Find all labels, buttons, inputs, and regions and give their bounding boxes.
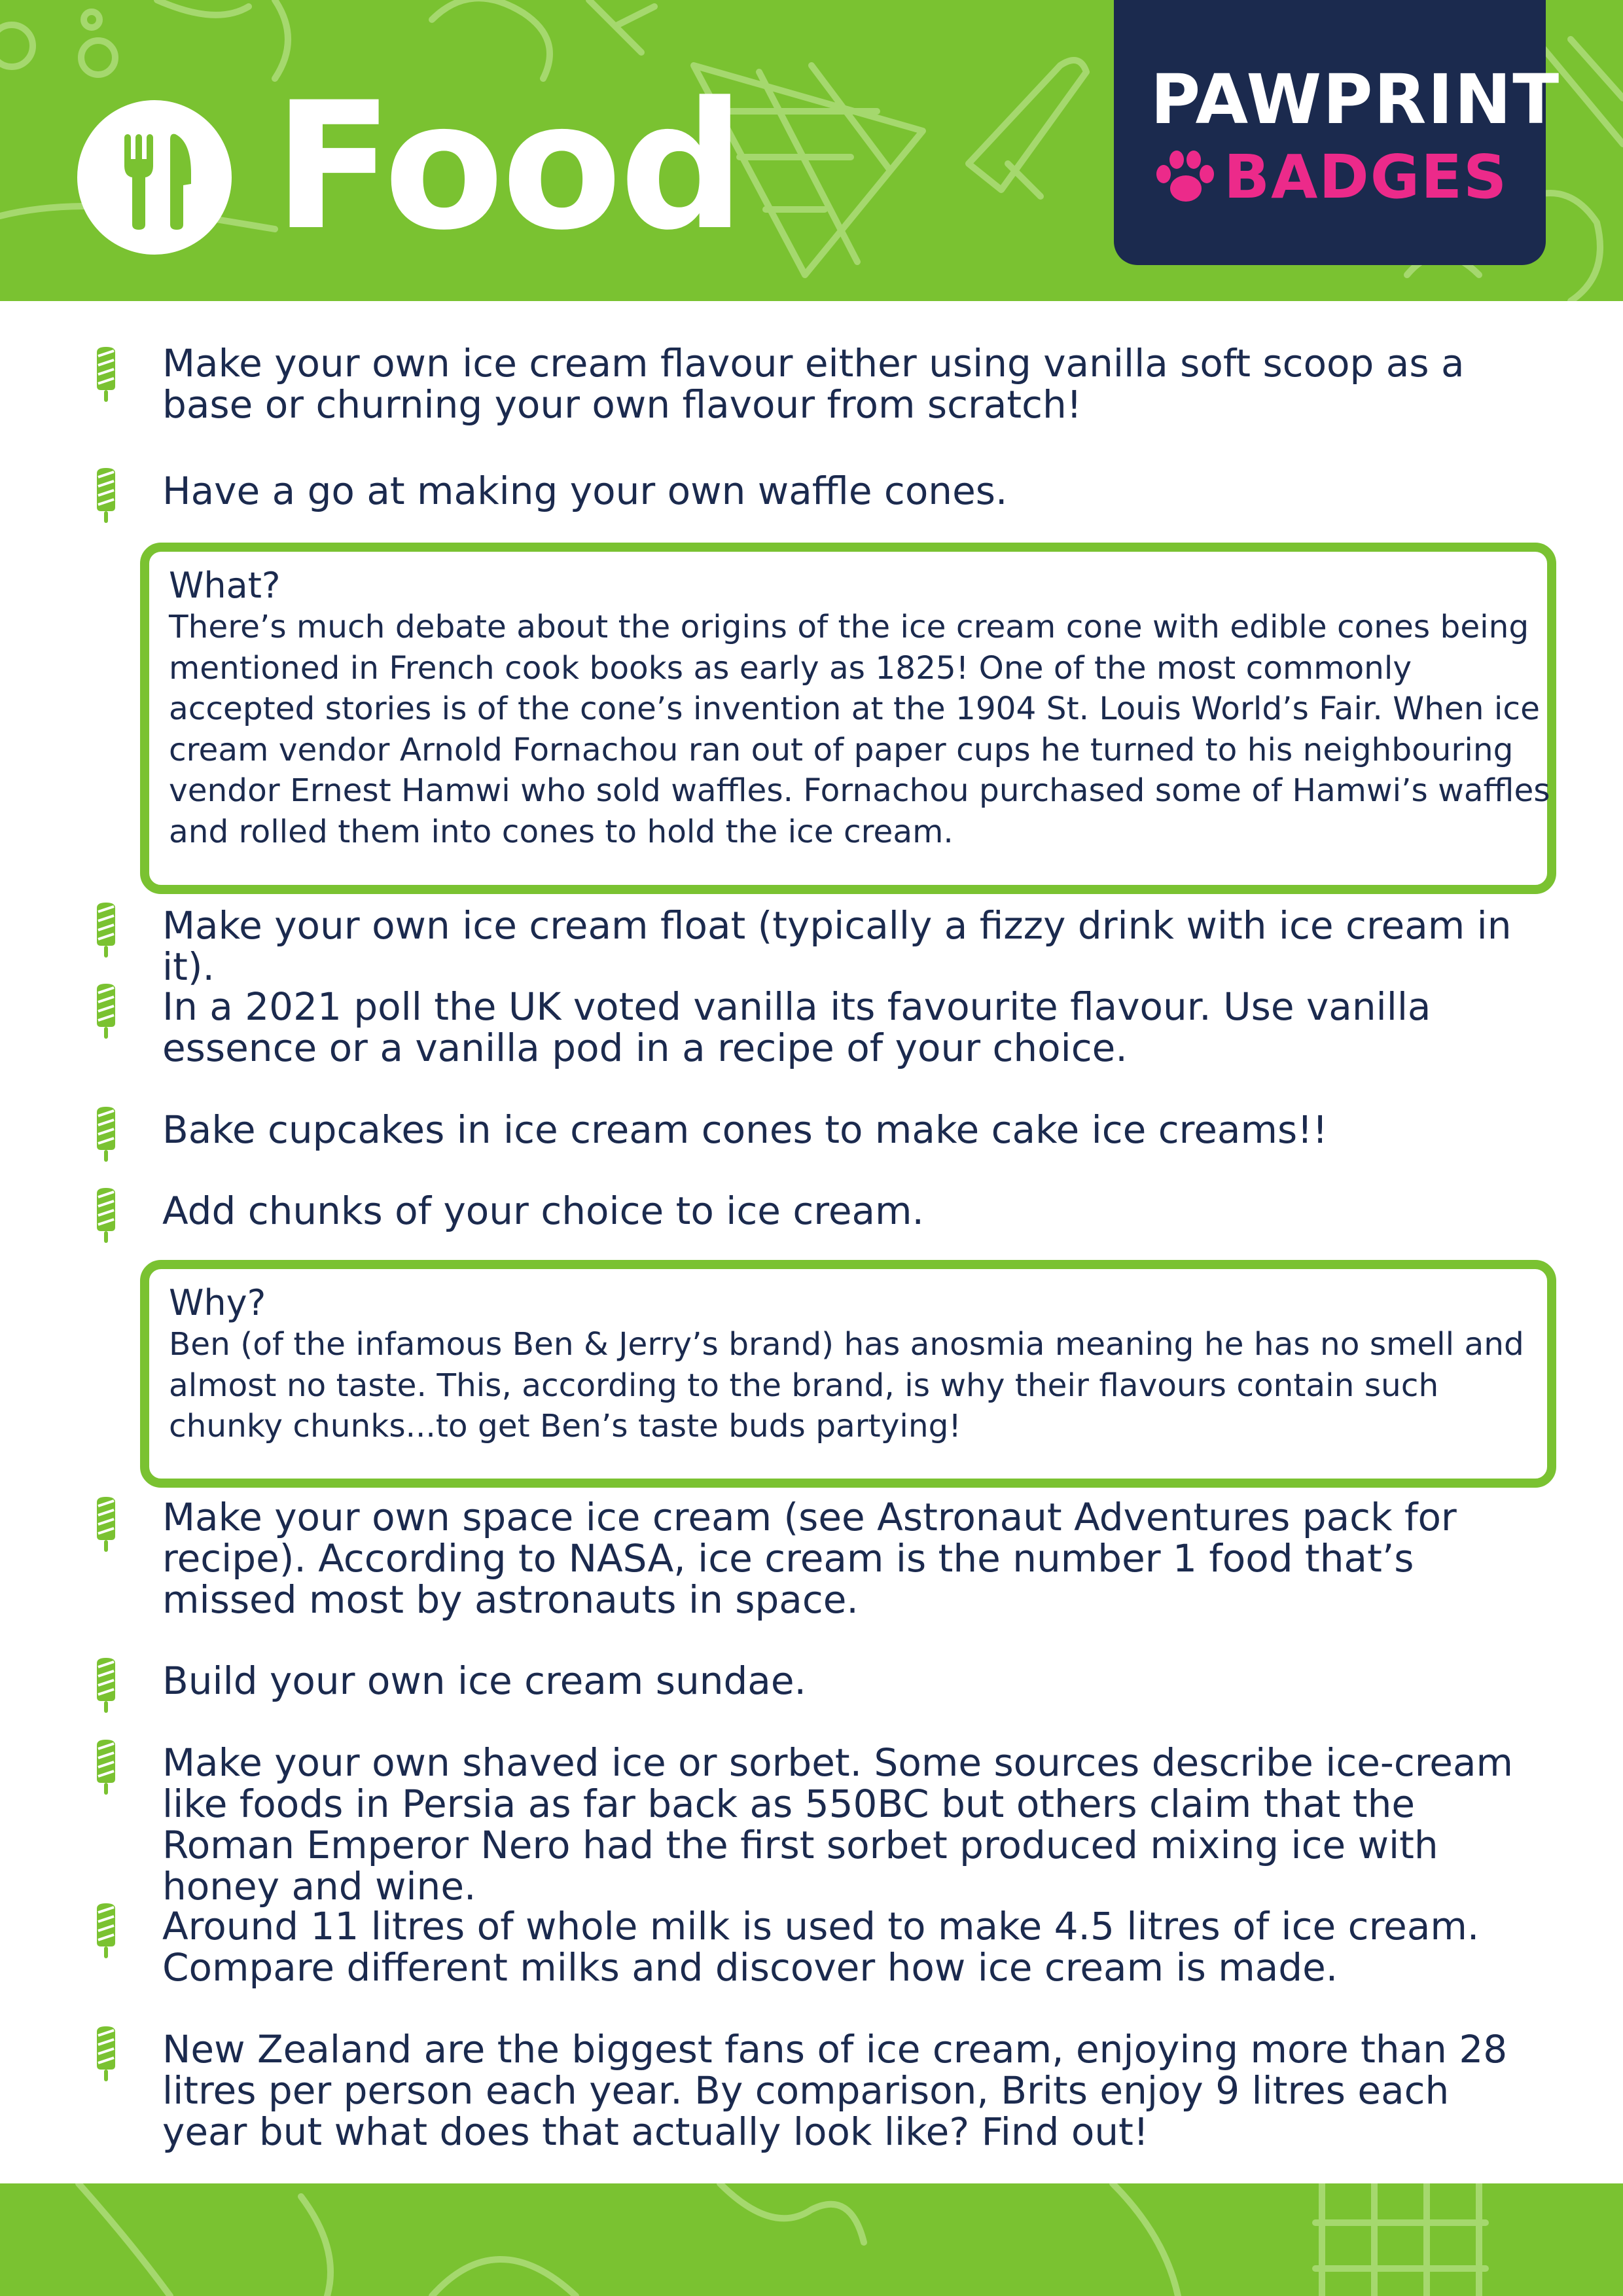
box-body: There’s much debate about the origins of the ice cream cone with edible cones being mentioned in French cook books as early as 1825! One of the most commonly accepted stories is of the cone’s invention at the 1904 St. Louis World’s Fair. When ice cream vendor Arnold Fornachou ran out of paper cups he turned to his neighbouring vendor Ernest Hamwi who sold waffles. Fornachou purchased some of Hamwi’s waffles and rolled them into cones to hold the ice cream. [169,609,1550,850]
list-item-text: Around 11 litres of whole milk is used to make 4.5 litres of ice cream. Compare different milks and discover how ice cream is made. [162,1904,1480,1990]
ice-lolly-bullet-icon [93,1740,119,1796]
ice-lolly-bullet-icon [93,347,119,403]
list-item-text: Bake cupcakes in ice cream cones to make cake ice creams!! [162,1107,1328,1152]
logo-wordmark-top: PAWPRINT [1150,60,1561,139]
ice-cream-doodles-icon [0,2183,1623,2296]
header-banner [0,0,1623,301]
list-item-text: Add chunks of your choice to ice cream. [162,1189,924,1233]
ice-lolly-bullet-icon [93,1903,119,1960]
list-item-text: Make your own ice cream flavour either using vanilla soft scoop as a base or churning your own flavour from scratch! [162,341,1465,427]
list-item-text: Build your own ice cream sundae. [162,1659,806,1703]
footer-banner [0,2183,1623,2296]
ice-lolly-bullet-icon [93,2026,119,2083]
ice-lolly-bullet-icon [93,1497,119,1553]
paw-icon [1152,145,1217,211]
pawprint-badges-logo [1114,0,1561,265]
list-item-text: New Zealand are the biggest fans of ice cream, enjoying more than 28 litres per person each year. By comparison, Brits enjoy 9 litres each year but what does that actually look like? Find out! [162,2027,1508,2154]
ice-lolly-bullet-icon [93,903,119,959]
ice-lolly-bullet-icon [93,1107,119,1163]
list-item-text: Have a go at making your own waffle cones. [162,469,1008,513]
list-item-text: In a 2021 poll the UK voted vanilla its favourite flavour. Use vanilla essence or a vanilla pod in a recipe of your choice. [162,984,1431,1070]
logo-wordmark-bottom: BADGES [1224,142,1508,212]
ice-lolly-bullet-icon [93,1188,119,1244]
list-item-text: Make your own shaved ice or sorbet. Some sources describe ice-cream like foods in Persia as far back as 550BC but others claim that the Roman Emperor Nero had the first sorbet produced mixing ice with honey and wine. [162,1740,1514,1909]
ice-lolly-bullet-icon [93,1658,119,1714]
fork-knife-icon [77,100,232,255]
list-item-text: Make your own space ice cream (see Astronaut Adventures pack for recipe). According to NASA, ice cream is the number 1 food that’s missed most by astronauts in space. [162,1495,1457,1622]
what-info-box [140,543,1556,894]
box-title: Why? [169,1282,266,1323]
box-title: What? [169,565,281,606]
list-item-text: Make your own ice cream float (typically a fizzy drink with ice cream in it). [162,903,1512,989]
why-info-box [140,1260,1556,1488]
ice-lolly-bullet-icon [93,468,119,524]
page-title: Food [274,65,743,269]
ice-lolly-bullet-icon [93,984,119,1040]
box-body: Ben (of the infamous Ben & Jerry’s brand) has anosmia meaning he has no smell and almost no taste. This, according to the brand, is why their flavours contain such chunky chunks...to get Ben’s taste buds partying! [169,1326,1524,1445]
